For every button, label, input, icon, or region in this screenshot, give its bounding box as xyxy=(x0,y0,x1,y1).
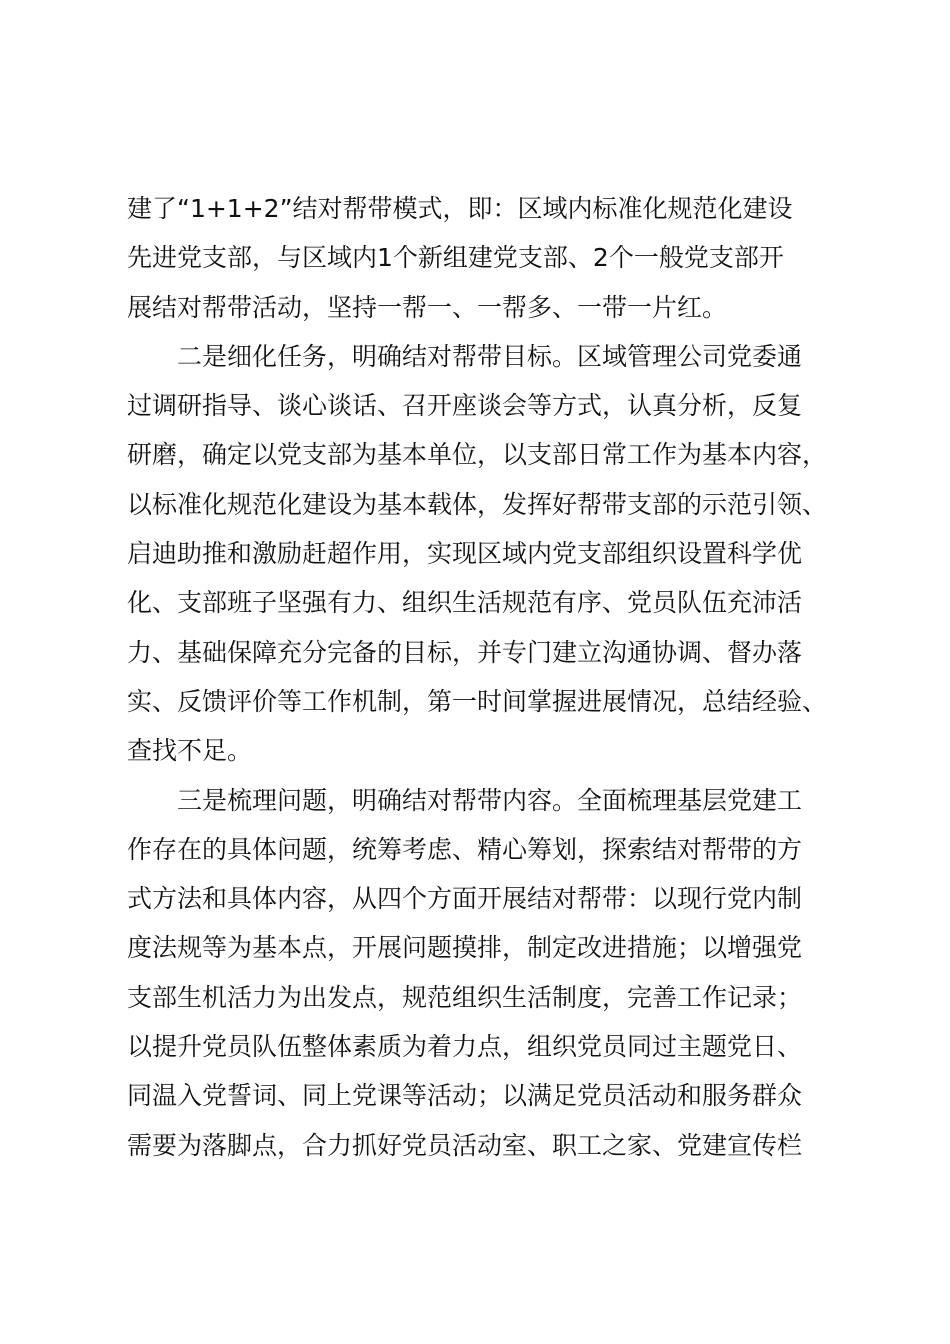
paragraph-1-line-1: 建了“1+1+2”结对帮带模式，即：区域内标准化规范化建设 xyxy=(127,194,793,223)
paragraph-2-line-4: 以标准化规范化建设为基本载体，发挥好帮带支部的示范引领、 xyxy=(127,489,828,519)
paragraph-2-line-5: 启迪助推和激励赶超作用，实现区域内党支部组织设置科学优 xyxy=(127,539,803,569)
paragraph-2-line-9: 查找不足。 xyxy=(127,736,253,766)
paragraph-2-line-7: 力、基础保障充分完备的目标，并专门建立沟通协调、督办落 xyxy=(127,637,803,667)
paragraph-3-line-6: 以提升党员队伍整体素质为着力点，组织党员同过主题党日、 xyxy=(127,1032,803,1062)
paragraph-2-line-6: 化、支部班子坚强有力、组织生活规范有序、党员队伍充沛活 xyxy=(127,588,803,618)
paragraph-3-line-7: 同温入党誓词、同上党课等活动；以满足党员活动和服务群众 xyxy=(127,1081,803,1111)
paragraph-2-line-8: 实、反馈评价等工作机制，第一时间掌握进展情况，总结经验、 xyxy=(127,686,828,716)
paragraph-3-line-4: 度法规等为基本点，开展问题摸排，制定改进措施；以增强党 xyxy=(127,933,803,963)
paragraph-3-line-2: 作存在的具体问题，统筹考虑、精心筹划，探索结对帮带的方 xyxy=(127,834,803,864)
paragraph-2-line-1: 二是细化任务，明确结对帮带目标。区域管理公司党委通 xyxy=(177,341,803,371)
paragraph-3-line-3: 式方法和具体内容，从四个方面开展结对帮带：以现行党内制 xyxy=(127,884,803,914)
paragraph-1-line-2: 先进党支部，与区域内1个新组建党支部、2个一般党支部开 xyxy=(127,243,784,273)
paragraph-2-line-3: 研磨，确定以党支部为基本单位，以支部日常工作为基本内容， xyxy=(127,440,828,470)
document-body xyxy=(127,184,857,1170)
paragraph-3-line-5: 支部生机活力为出发点，规范组织生活制度，完善工作记录； xyxy=(127,982,803,1012)
paragraph-3-line-8: 需要为落脚点，合力抓好党员活动室、职工之家、党建宣传栏 xyxy=(127,1130,803,1160)
paragraph-2-line-2: 过调研指导、谈心谈话、召开座谈会等方式，认真分析，反复 xyxy=(127,391,803,421)
paragraph-1-line-3: 展结对帮带活动，坚持一帮一、一帮多、一带一片红。 xyxy=(127,292,728,322)
paragraph-3-line-1: 三是梳理问题，明确结对帮带内容。全面梳理基层党建工 xyxy=(177,785,803,815)
